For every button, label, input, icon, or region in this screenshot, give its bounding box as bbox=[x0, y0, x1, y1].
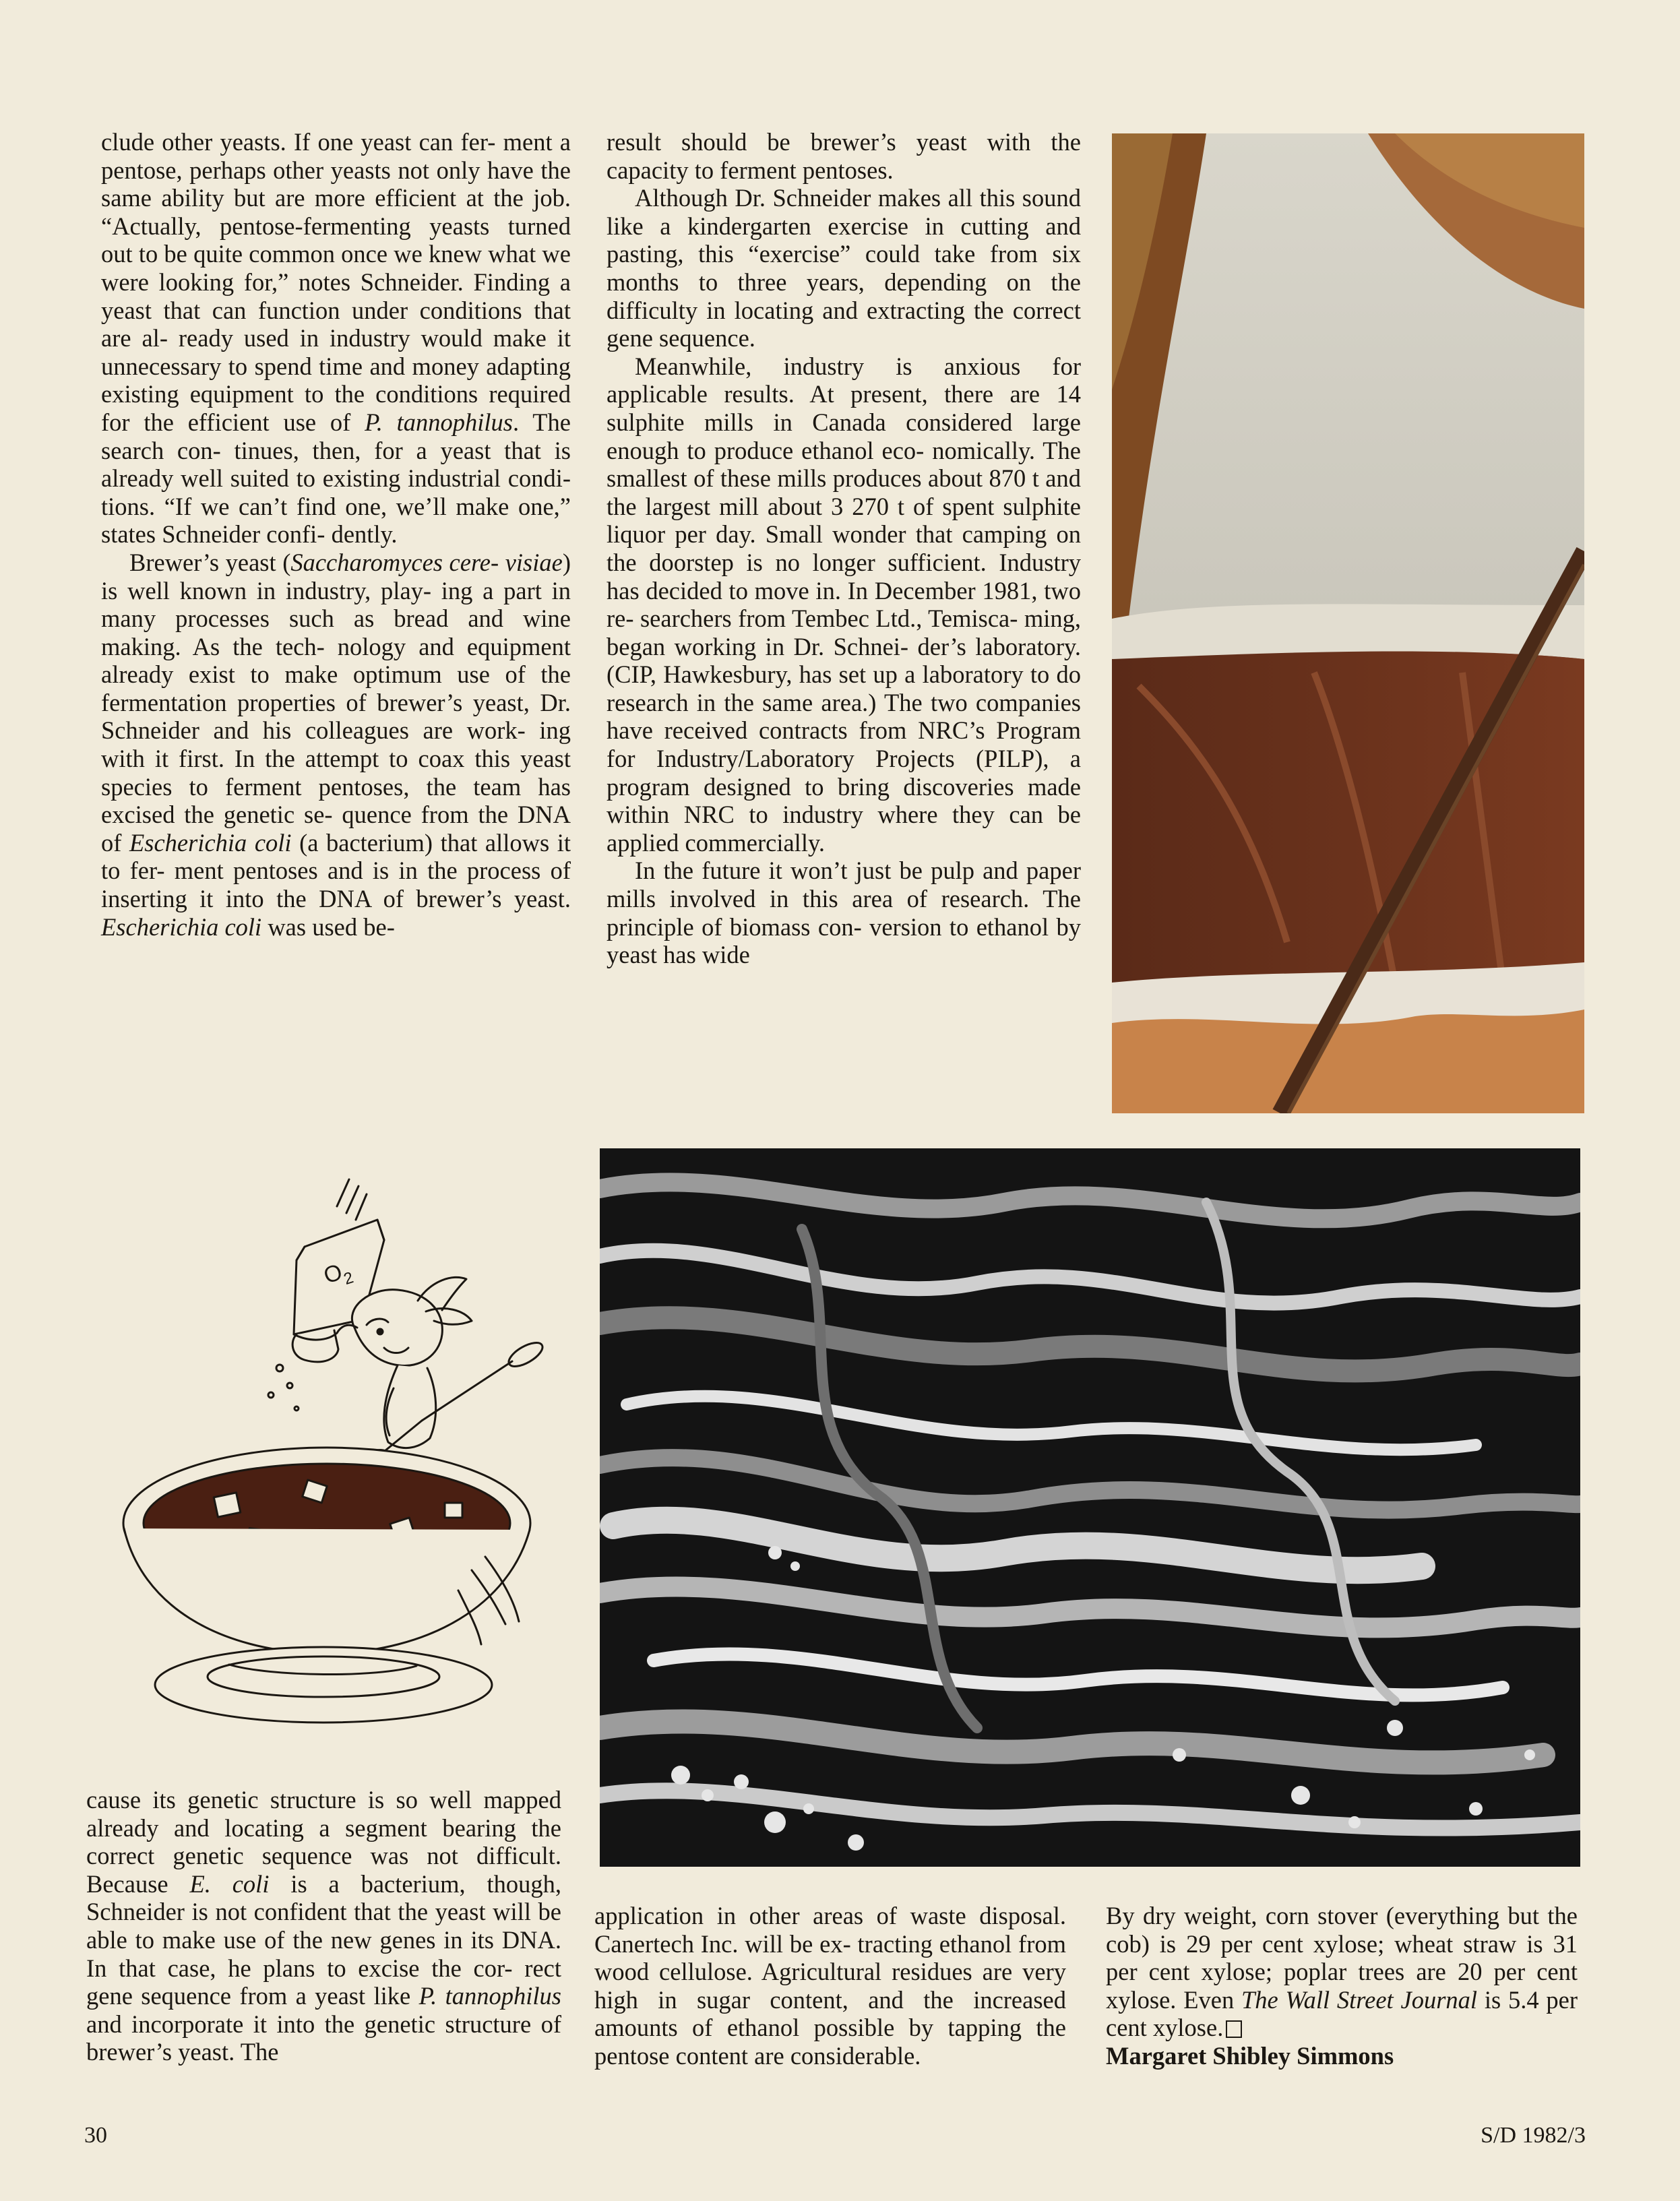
article-column-3-bottom bbox=[1106, 1902, 1578, 2070]
cartoon-illustration bbox=[94, 1166, 566, 1759]
paragraph: Although Dr. Schneider makes all this sound like a kindergarten exercise in cutting and pasting, this “exercise” could take from six months to three years, depending on the difficulty in locating and extracting the correct gene sequence. bbox=[606, 184, 1081, 352]
shaker-subscript: 2 bbox=[341, 1268, 356, 1289]
photo-foam-swirls bbox=[600, 1148, 1580, 1867]
end-of-article-box-icon bbox=[1226, 2020, 1242, 2038]
article-column-1-top bbox=[101, 128, 571, 941]
paragraph: Brewer’s yeast (Saccharomyces cere- visiae) is well known in industry, play- ing a part in many processes such as bread and wine making. As the tech- nology and equipment already exist to make optimum use of the fermentation properties of brewer’s yeast, Dr. Schneider and his colleagues are work- ing with it first. In the attempt to coax this yeast species to ferment pentoses, the team has excised the genetic se- quence from the DNA of Escherichia coli (a bacterium) that allows it to fer- ment pentoses and is in the process of inserting it into the DNA of brewer’s yeast. Escherichia coli was used be- bbox=[101, 548, 571, 941]
paragraph: By dry weight, corn stover (everything but the cob) is 29 per cent xylose; wheat straw is 31 per cent xylose; poplar trees are 20 per cent xylose. Even The Wall Street Journal is 5.4 per cent xylose. bbox=[1106, 1902, 1578, 2042]
article-column-2-bottom bbox=[594, 1902, 1066, 2070]
page-number: 30 bbox=[84, 2123, 107, 2148]
photo-effluent-canal bbox=[1112, 133, 1584, 1113]
paragraph: application in other areas of waste disposal. Canertech Inc. will be ex- tracting ethanol from wood cellulose. Agricultural residues are very high in sugar content, and the increased amounts of ethanol possible by tapping the pentose content are considerable. bbox=[594, 1902, 1066, 2070]
shaker-label: O bbox=[320, 1259, 346, 1289]
photo-effluent-canal-image bbox=[1112, 133, 1584, 1113]
photo-foam-swirls-image bbox=[600, 1148, 1580, 1867]
paragraph: In the future it won’t just be pulp and paper mills involved in this area of research. The principle of biomass con- version to ethanol by yeast has wide bbox=[606, 857, 1081, 969]
paragraph: result should be brewer’s yeast with the capacity to ferment pentoses. bbox=[606, 128, 1081, 184]
paragraph: Meanwhile, industry is anxious for applicable results. At present, there are 14 sulphite mills in Canada considered large enough to produce ethanol eco- nomically. The smallest of these mills produces about 870 t and the largest mill about 3 270 t of spent sulphite liquor per day. Small wonder that camping on the doorstep is no longer sufficient. Industry has decided to move in. In December 1981, two re- searchers from Tembec Ltd., Temisca- ming, began working in Dr. Schnei- der’s laboratory. (CIP, Hawkesbury, has set up a laboratory to do research in the same area.) The two companies have received contracts from NRC’s Program for Industry/Laboratory Projects (PILP), a program designed to bring discoveries made within NRC to industry where they can be applied commercially. bbox=[606, 352, 1081, 857]
author-signature: Margaret Shibley Simmons bbox=[1106, 2041, 1394, 2070]
article-column-1-bottom bbox=[86, 1786, 561, 2066]
article-column-2 bbox=[606, 128, 1081, 969]
cartoon-yeast-bowl-drawing bbox=[94, 1166, 566, 1759]
paragraph: clude other yeasts. If one yeast can fer- ment a pentose, perhaps other yeasts not only have the same ability but are more efficient at the job. “Actually, pentose-fermenting yeasts turned out to be quite common once we knew what we were looking for,” notes Schneider. Finding a yeast that can function under conditions that are al- ready used in industry would make it unnecessary to spend time and money adapting existing equipment to the conditions required for the efficient use of P. tannophilus. The search con- tinues, then, for a yeast that is already well suited to existing industrial condi- tions. “If we can’t find one, we’ll make one,” states Schneider confi- dently. bbox=[101, 128, 571, 549]
issue-label: S/D 1982/3 bbox=[1481, 2123, 1586, 2148]
paragraph: cause its genetic structure is so well mapped already and locating a segment bearing the correct genetic sequence was not difficult. Because E. coli is a bacterium, though, Schneider is not confident that the yeast will be able to make use of the new genes in its DNA. In that case, he plans to excise the cor- rect gene sequence from a yeast like P. tannophilus and incorporate it into the genetic structure of brewer’s yeast. The bbox=[86, 1786, 561, 2066]
